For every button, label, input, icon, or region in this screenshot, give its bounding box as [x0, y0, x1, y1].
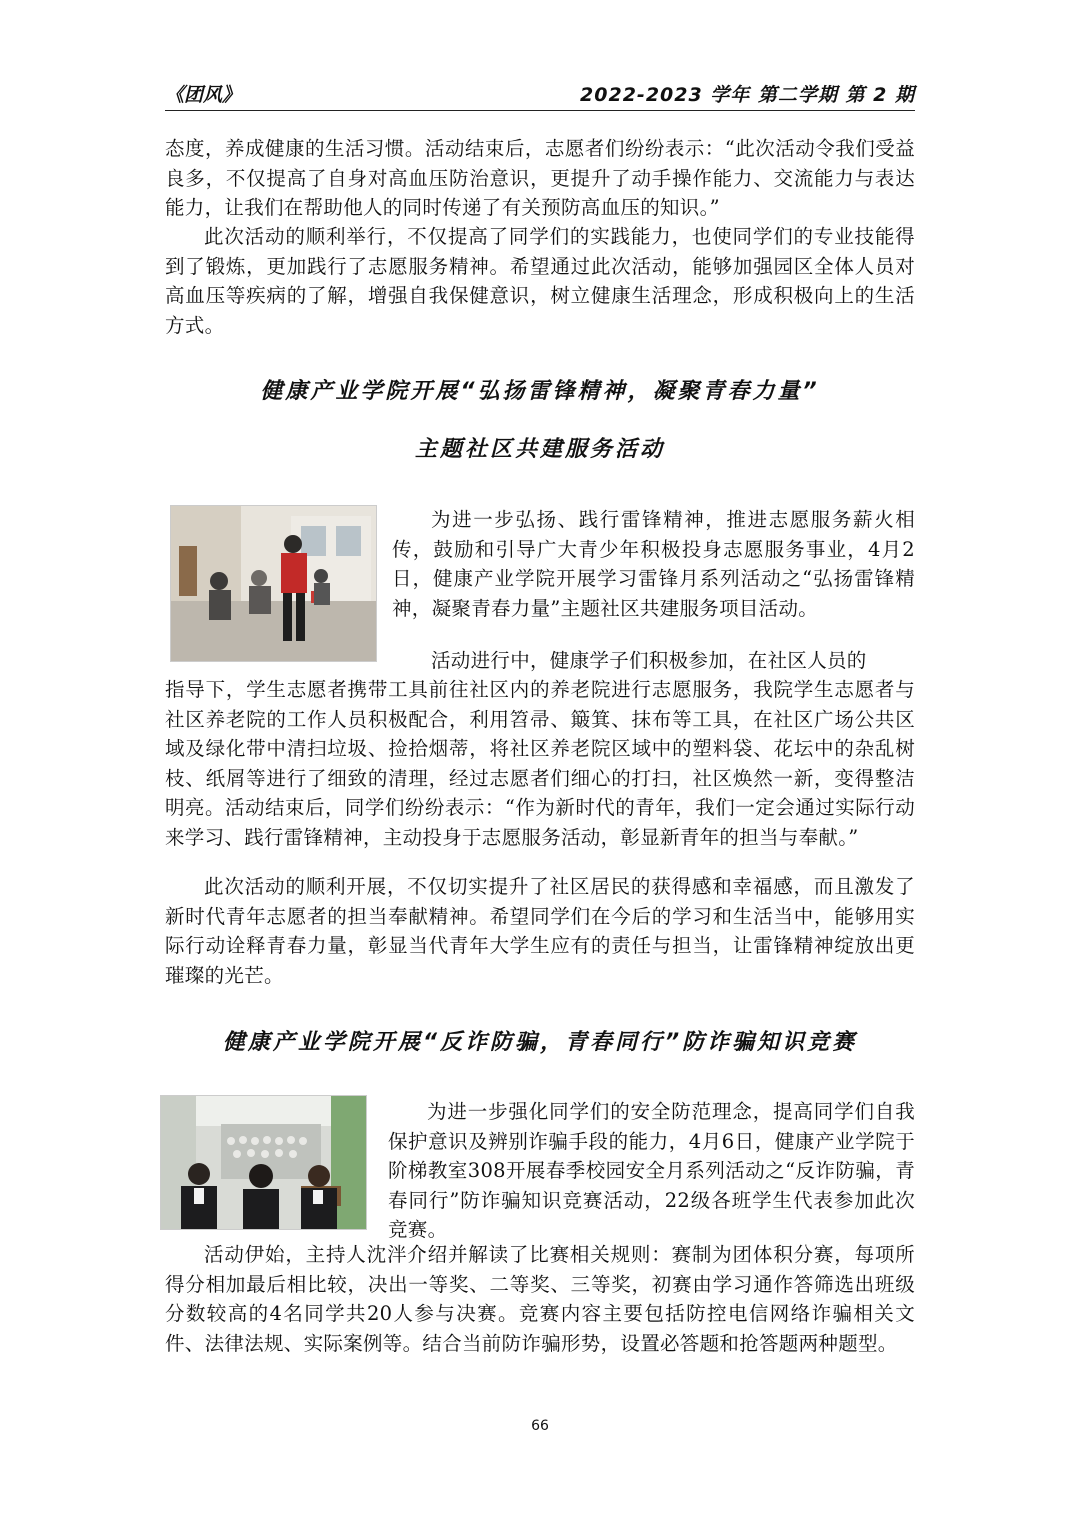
journal-name: 《团风》	[165, 84, 242, 106]
running-header	[165, 80, 915, 111]
article1-paragraph-2-rest: 指导下，学生志愿者携带工具前往社区内的养老院进行志愿服务，我院学生志愿者与社区养老院的工作人员积极配合，利用笤帚、簸箕、抹布等工具，在社区广场公共区域及绿化带中清扫垃圾、捡拾烟蒂，将社区养老院区域中的塑料袋、花坛中的杂乱树枝、纸屑等进行了细致的清理，经过志愿者们细心的打扫，社区焕然一新，变得整洁明亮。活动结束后，同学们纷纷表示：“作为新时代的青年，我们一定会通过实际行动来学习、践行雷锋精神，主动投身于志愿服务活动，彰显新青年的担当与奉献。”	[165, 678, 915, 849]
issue-info: 2022-2023 学年 第二学期 第 2 期	[580, 84, 915, 106]
quiz-competition-photo	[160, 1095, 367, 1230]
article1-title-line1: 健康产业学院开展“弘扬雷锋精神，凝聚青春力量”	[260, 379, 820, 404]
article1-paragraph-2-start: 活动进行中，健康学子们积极参加，在社区人员的	[431, 649, 867, 672]
article2-paragraph-1: 为进一步强化同学们的安全防范理念，提高同学们自我保护意识及辨别诈骗手段的能力，4月6日，健康产业学院于阶梯教室308开展春季校园安全月系列活动之“反诈防骗，青春同行”防诈骗知识竞赛活动，22级各班学生代表参加此次竞赛。	[388, 1100, 915, 1241]
article2-paragraph-2: 活动伊始，主持人沈泮介绍并解读了比赛相关规则：赛制为团体积分赛，每项所得分相加最后相比较，决出一等奖、二等奖、三等奖，初赛由学习通作答筛选出班级分数较高的4名同学共20人参与决赛。竞赛内容主要包括防控电信网络诈骗相关文件、法律法规、实际案例等。结合当前防诈骗形势，设置必答题和抢答题两种题型。	[165, 1243, 915, 1355]
page-number: 66	[531, 1418, 549, 1434]
article1-title-line2: 主题社区共建服务活动	[414, 437, 665, 462]
classroom-hosts-image	[161, 1096, 366, 1229]
intro-paragraph-1: 态度，养成健康的生活习惯。活动结束后，志愿者们纷纷表示：“此次活动令我们受益良多，不仅提高了自身对高血压防治意识，更提升了动手操作能力、交流能力与表达能力，让我们在帮助他人的同时传递了有关预防高血压的知识。”	[165, 137, 915, 219]
intro-paragraph-2: 此次活动的顺利举行，不仅提高了同学们的实践能力，也使同学们的专业技能得到了锻炼，更加践行了志愿服务精神。希望通过此次活动，能够加强园区全体人员对高血压等疾病的了解，增强自我保健意识，树立健康生活理念，形成积极向上的生活方式。	[165, 225, 915, 337]
article1-paragraph-1: 为进一步弘扬、践行雷锋精神，推进志愿服务薪火相传，鼓励和引导广大青少年积极投身志愿服务事业，4月2日，健康产业学院开展学习雷锋月系列活动之“弘扬雷锋精神，凝聚青春力量”主题社区共建服务项目活动。	[392, 508, 915, 620]
article2-title: 健康产业学院开展“反诈防骗，青春同行”防诈骗知识竞赛	[222, 1030, 858, 1055]
volunteer-scene-image	[171, 506, 376, 661]
community-service-photo	[170, 505, 377, 662]
article1-paragraph-3: 此次活动的顺利开展，不仅切实提升了社区居民的获得感和幸福感，而且激发了新时代青年志愿者的担当奉献精神。希望同学们在今后的学习和生活当中，能够用实际行动诠释青春力量，彰显当代青年大学生应有的责任与担当，让雷锋精神绽放出更璀璨的光芒。	[165, 875, 915, 987]
